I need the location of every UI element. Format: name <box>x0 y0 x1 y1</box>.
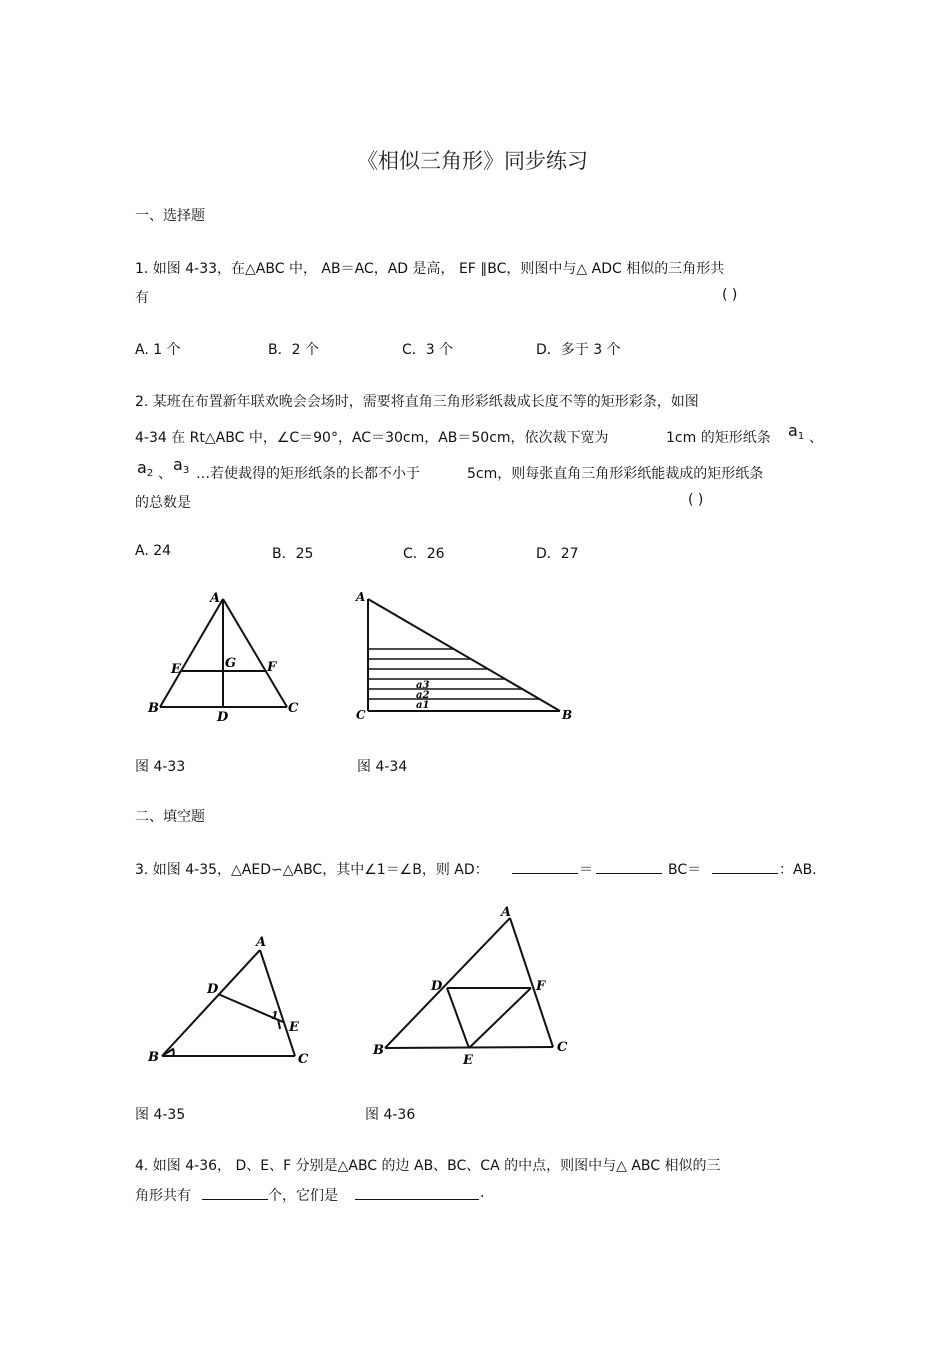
figure-4-33 <box>140 585 310 725</box>
figure-4-33-caption: 图 4-33 <box>135 759 186 775</box>
label-e: E <box>171 662 181 677</box>
figure-4-34-caption: 图 4-34 <box>357 759 408 775</box>
question-2-line2a: 4-34 在 Rt△ABC 中，∠C＝90°，AC＝30cm，AB＝50cm，依次裁下宽为 <box>135 430 609 446</box>
question-2-line3c: 5cm，则每张直角三角形彩纸能裁成的矩形纸条 <box>467 466 764 482</box>
figure-4-35-caption: 图 4-35 <box>135 1107 186 1123</box>
label-f: F <box>267 660 277 675</box>
segment-ac <box>223 599 287 707</box>
question-2-line2b: 1cm 的矩形纸条 <box>666 430 771 446</box>
label-a: A <box>256 935 267 950</box>
question-3-equals: ＝ <box>579 862 593 878</box>
question-2-a1: a1 <box>788 421 805 442</box>
label-c: C <box>356 708 366 722</box>
question-4-line2a: 角形共有 <box>135 1188 191 1204</box>
segment-fe <box>469 988 531 1048</box>
figure-4-36-caption: 图 4-36 <box>365 1107 416 1123</box>
label-d: D <box>431 979 443 994</box>
label-c: C <box>557 1040 568 1055</box>
figure-4-34 <box>350 585 585 725</box>
label-b: B <box>562 708 573 722</box>
label-c: C <box>288 701 299 716</box>
label-b: B <box>373 1043 384 1058</box>
label-b: B <box>148 1050 159 1065</box>
label-a: A <box>210 591 221 606</box>
section-heading-fill: 二、填空题 <box>135 809 205 825</box>
question-3-blank-2[interactable] <box>596 859 662 874</box>
question-3-blank-1[interactable] <box>512 859 578 874</box>
label-f: F <box>536 979 546 994</box>
label-a1: a1 <box>416 700 430 711</box>
label-1: 1 <box>271 1009 279 1022</box>
question-2-line3b: …若使裁得的矩形纸条的长都不小于 <box>196 466 420 482</box>
question-4-line1: 4. 如图 4-36， D、E、F 分别是△ABC 的边 AB、BC、CA 的中点，则图中与△ ABC 相似的三 <box>135 1158 721 1174</box>
question-3-text1: 3. 如图 4-35，△AED∽△ABC，其中∠1＝∠B，则 AD： <box>135 862 489 878</box>
segment-ac <box>510 918 553 1047</box>
question-4-blank-list[interactable] <box>355 1185 479 1200</box>
section-heading-choice: 一、选择题 <box>135 208 205 224</box>
question-3-text3: ：AB. <box>779 862 817 878</box>
question-3-text2: BC＝ <box>668 862 702 878</box>
label-a: A <box>501 905 512 920</box>
question-1-option-a: A. 1 个 <box>135 342 181 358</box>
question-4-blank-count[interactable] <box>202 1185 268 1200</box>
label-a2: a2 <box>416 690 430 701</box>
question-2-option-c: C．26 <box>403 546 445 562</box>
figure-4-36 <box>365 900 590 1075</box>
label-b: B <box>148 701 159 716</box>
label-d: D <box>207 982 219 997</box>
label-e: E <box>289 1020 299 1035</box>
figure-4-35 <box>140 930 325 1070</box>
question-2-option-d: D．27 <box>536 546 579 562</box>
label-d: D <box>217 710 229 725</box>
label-a3: a3 <box>416 680 430 691</box>
segment-ab <box>368 599 560 711</box>
question-1-option-d: D．多于 3 个 <box>536 342 621 358</box>
segment-ab <box>160 599 223 707</box>
label-c: C <box>298 1052 309 1067</box>
question-1-option-b: B．2 个 <box>268 342 319 358</box>
question-4-end: . <box>480 1185 485 1201</box>
question-2-line1: 2. 某班在布置新年联欢晚会会场时，需要将直角三角形彩纸裁成长度不等的矩形彩条，如图 <box>135 394 699 410</box>
question-2-answer-paren: ( ) <box>688 492 704 508</box>
question-3-blank-3[interactable] <box>712 859 778 874</box>
label-a: A <box>356 590 366 604</box>
segment-ac <box>260 950 295 1056</box>
question-2-separator: 、 <box>809 430 823 446</box>
question-1-option-c: C．3 个 <box>402 342 454 358</box>
segment-ab <box>385 918 510 1048</box>
segment-ab <box>162 950 260 1056</box>
question-1-answer-paren: ( ) <box>722 287 738 303</box>
question-1-line2: 有 <box>135 290 149 306</box>
question-2-option-a: A. 24 <box>135 543 172 559</box>
label-e: E <box>463 1053 473 1068</box>
question-1-line1: 1. 如图 4-33，在△ABC 中， AB＝AC，AD 是高， EF ∥BC，则图中与△ ADC 相似的三角形共 <box>135 261 725 277</box>
question-2-line4: 的总数是 <box>135 495 191 511</box>
label-g: G <box>225 656 237 671</box>
question-2-separator-2: 、 <box>158 466 172 482</box>
segment-de <box>447 988 469 1048</box>
question-2-a2: a2 <box>137 458 154 479</box>
page-title: 《相似三角形》同步练习 <box>357 149 588 173</box>
question-4-line2b: 个，它们是 <box>268 1188 338 1204</box>
question-2-a3: a3 <box>173 455 190 476</box>
question-2-option-b: B．25 <box>272 546 314 562</box>
